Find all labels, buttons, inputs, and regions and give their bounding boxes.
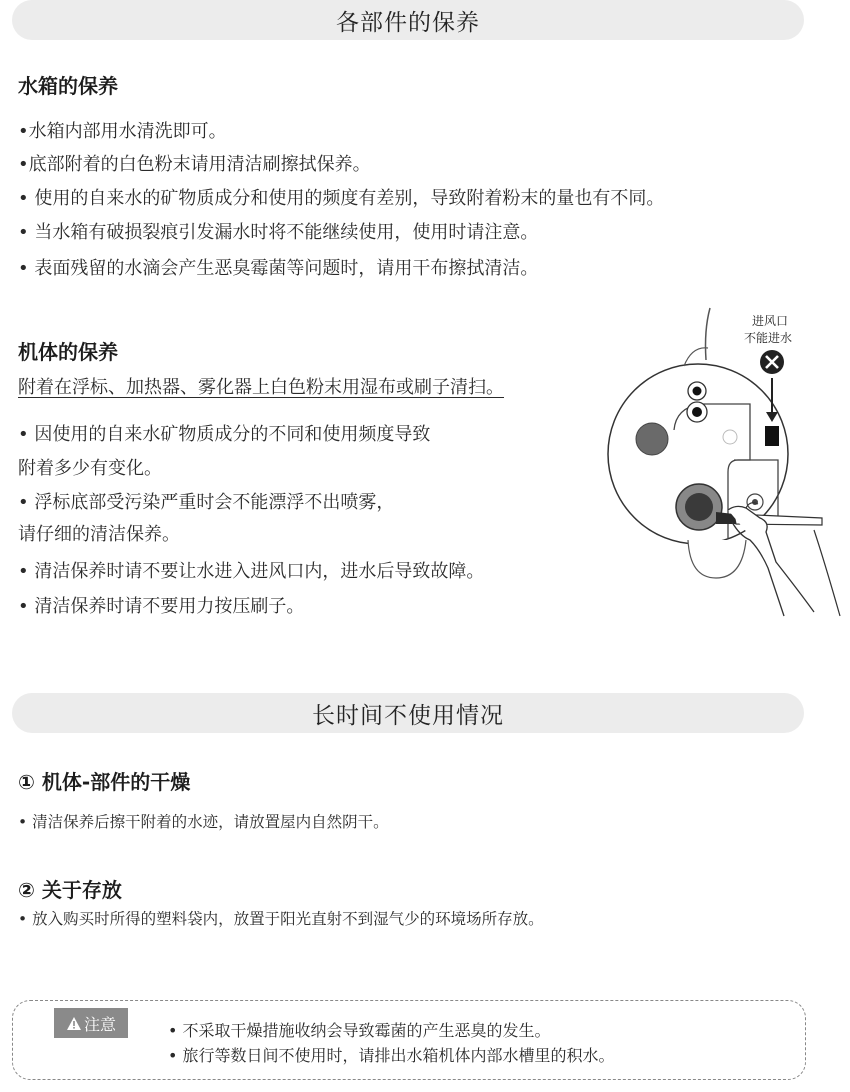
body-maintenance-heading: 机体的保养 — [18, 340, 118, 364]
tank-item: • 使用的自来水的矿物质成分和使用的频度有差别，导致附着粉末的量也有不同。 — [18, 188, 665, 209]
notice-line: • 不采取干燥措施收纳会导致霉菌的产生恶臭的发生。 — [168, 1021, 551, 1040]
body-item: • 浮标底部受污染严重时会不能漂浮不出喷雾， — [18, 492, 395, 513]
body-item: • 因使用的自来水矿物质成分的不同和使用频度导致 — [18, 424, 431, 445]
tank-item: •底部附着的白色粉末请用清洁刷擦拭保养。 — [18, 154, 371, 175]
diagram-label-inlet: 进风口 — [752, 314, 789, 328]
notice-badge — [54, 1008, 128, 1038]
section-banner-long-term-storage: 长时间不使用情况 — [12, 693, 804, 733]
drying-text: • 清洁保养后擦干附着的水迹，请放置屋内自然阴干。 — [18, 813, 389, 831]
storage-text: • 放入购买时所得的塑料袋内，放置于阳光直射不到湿气少的环境场所存放。 — [18, 910, 544, 928]
notice-line: • 旅行等数日间不使用时，请排出水箱机体内部水槽里的积水。 — [168, 1046, 615, 1065]
body-maintenance-subline: 附着在浮标、加热器、雾化器上白色粉末用湿布或刷子清扫。 — [18, 377, 504, 398]
warning-icon — [66, 1016, 82, 1031]
tank-item: • 表面残留的水滴会产生恶臭霉菌等问题时，请用干布擦拭清洁。 — [18, 258, 539, 279]
tank-item: • 当水箱有破损裂痕引发漏水时将不能继续使用，使用时请注意。 — [18, 222, 539, 243]
humidifier-cleaning-illustration — [600, 300, 850, 620]
notice-badge-label: 注意 — [83, 1014, 116, 1034]
storage-heading: ② 关于存放 — [18, 878, 122, 902]
tank-item: •水箱内部用水清洗即可。 — [18, 121, 227, 142]
body-item: • 清洁保养时请不要让水进入进风口内，进水后导致故障。 — [18, 561, 485, 582]
tank-maintenance-heading: 水箱的保养 — [18, 74, 118, 98]
body-item: 附着多少有变化。 — [18, 458, 162, 479]
diagram-label-no-water: 不能进水 — [744, 331, 793, 345]
section-banner-maintenance: 各部件的保养 — [12, 0, 804, 40]
body-item: • 清洁保养时请不要用力按压刷子。 — [18, 596, 305, 617]
drying-heading: ① 机体-部件的干燥 — [18, 770, 191, 794]
body-item: 请仔细的清洁保养。 — [18, 524, 180, 545]
